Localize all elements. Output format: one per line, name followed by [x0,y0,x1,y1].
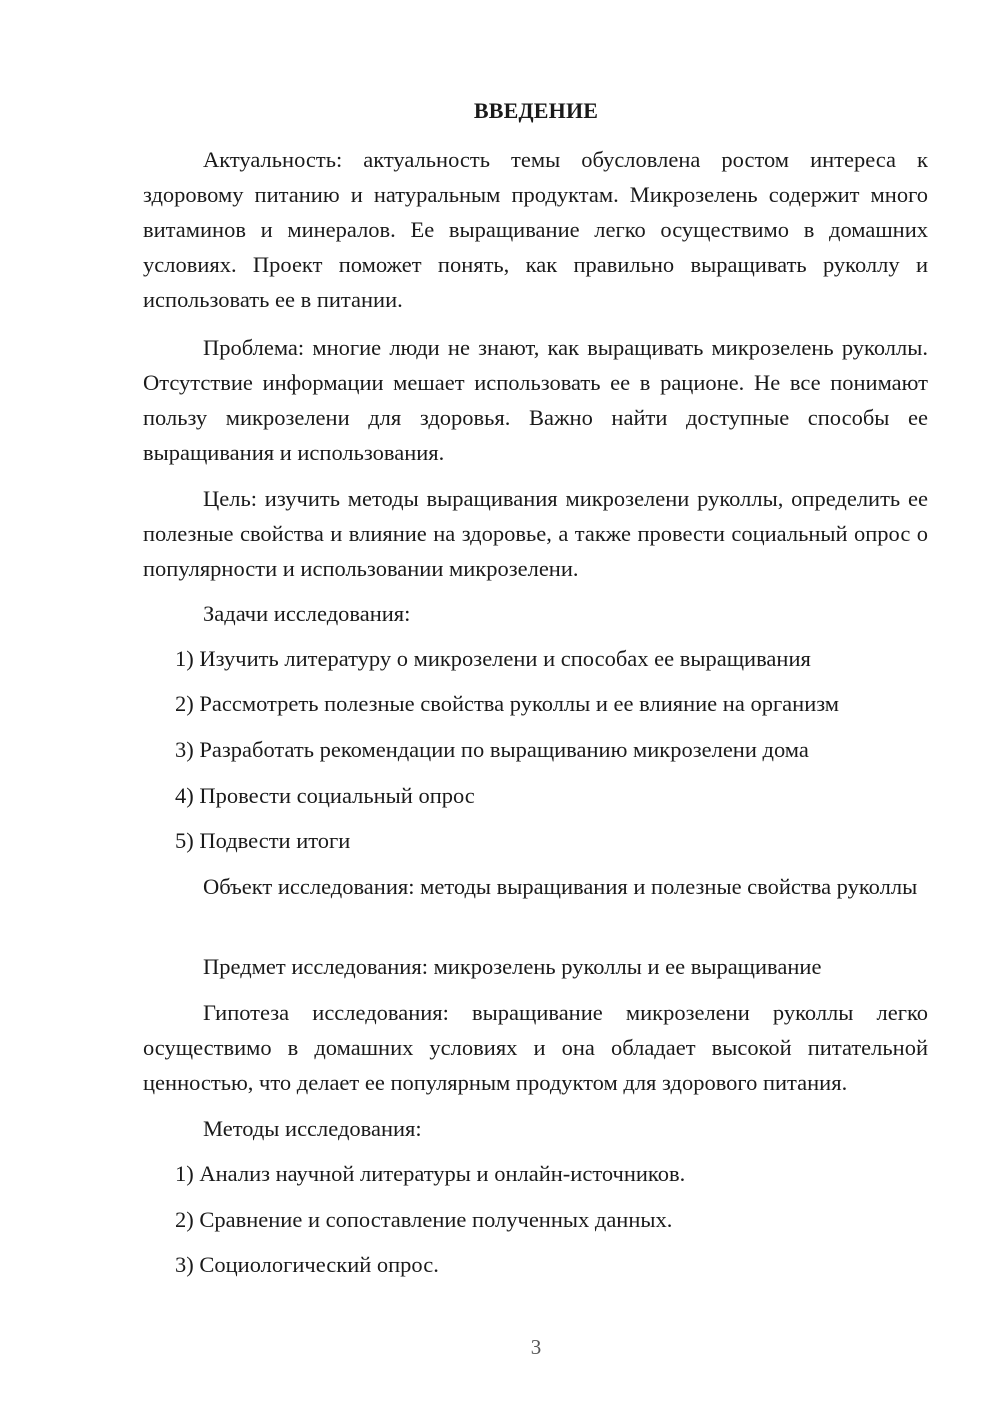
object-paragraph: Объект исследования: методы выращивания и полезные свойства руколлы [203,874,918,899]
subject-line: Предмет исследования: микрозелень руколлы и ее выращивание [203,954,822,979]
list-item: 1) Изучить литературу о микрозелени и способах ее выращивания [175,646,811,671]
list-item: 1) Анализ научной литературы и онлайн-источников. [175,1161,686,1186]
page-number: 3 [530,1335,542,1359]
list-item: 3) Социологический опрос. [175,1252,439,1277]
list-item: 4) Провести социальный опрос [175,783,475,808]
relevance-paragraph: Актуальность: актуальность темы обусловлена ростом интереса к здоровому питанию и натуральным продуктам. Микрозелень содержит много витаминов и минералов. Ее выращивание легко осуществимо в домашних условиях. Проект поможет понять, как правильно выращивать руколлу и использовать ее в питании. [143,147,928,312]
list-item: 3) Разработать рекомендации по выращиванию микрозелени дома [175,737,809,762]
hypothesis-paragraph: Гипотеза исследования: выращивание микрозелени руколлы легко осуществимо в домашних условиях и она обладает высокой питательной ценностью, что делает ее популярным продуктом для здорового питания. [143,1000,928,1095]
list-item: 5) Подвести итоги [175,828,351,853]
problem-paragraph: Проблема: многие люди не знают, как выращивать микрозелень руколлы. Отсутствие информации мешает использовать ее в рационе. Не все понимают пользу микрозелени для здоровья. Важно найти доступные способы ее выращивания и использования. [143,335,928,465]
page-title: ВВЕДЕНИЕ [473,98,599,123]
goal-paragraph: Цель: изучить методы выращивания микрозелени руколлы, определить ее полезные свойства и влияние на здоровье, а также провести социальный опрос о популярности и использовании микрозелени. [143,486,928,581]
tasks-heading: Задачи исследования: [203,601,411,626]
methods-heading: Методы исследования: [203,1116,422,1141]
list-item: 2) Рассмотреть полезные свойства руколлы и ее влияние на организм [175,691,840,716]
list-item: 2) Сравнение и сопоставление полученных данных. [175,1207,673,1232]
